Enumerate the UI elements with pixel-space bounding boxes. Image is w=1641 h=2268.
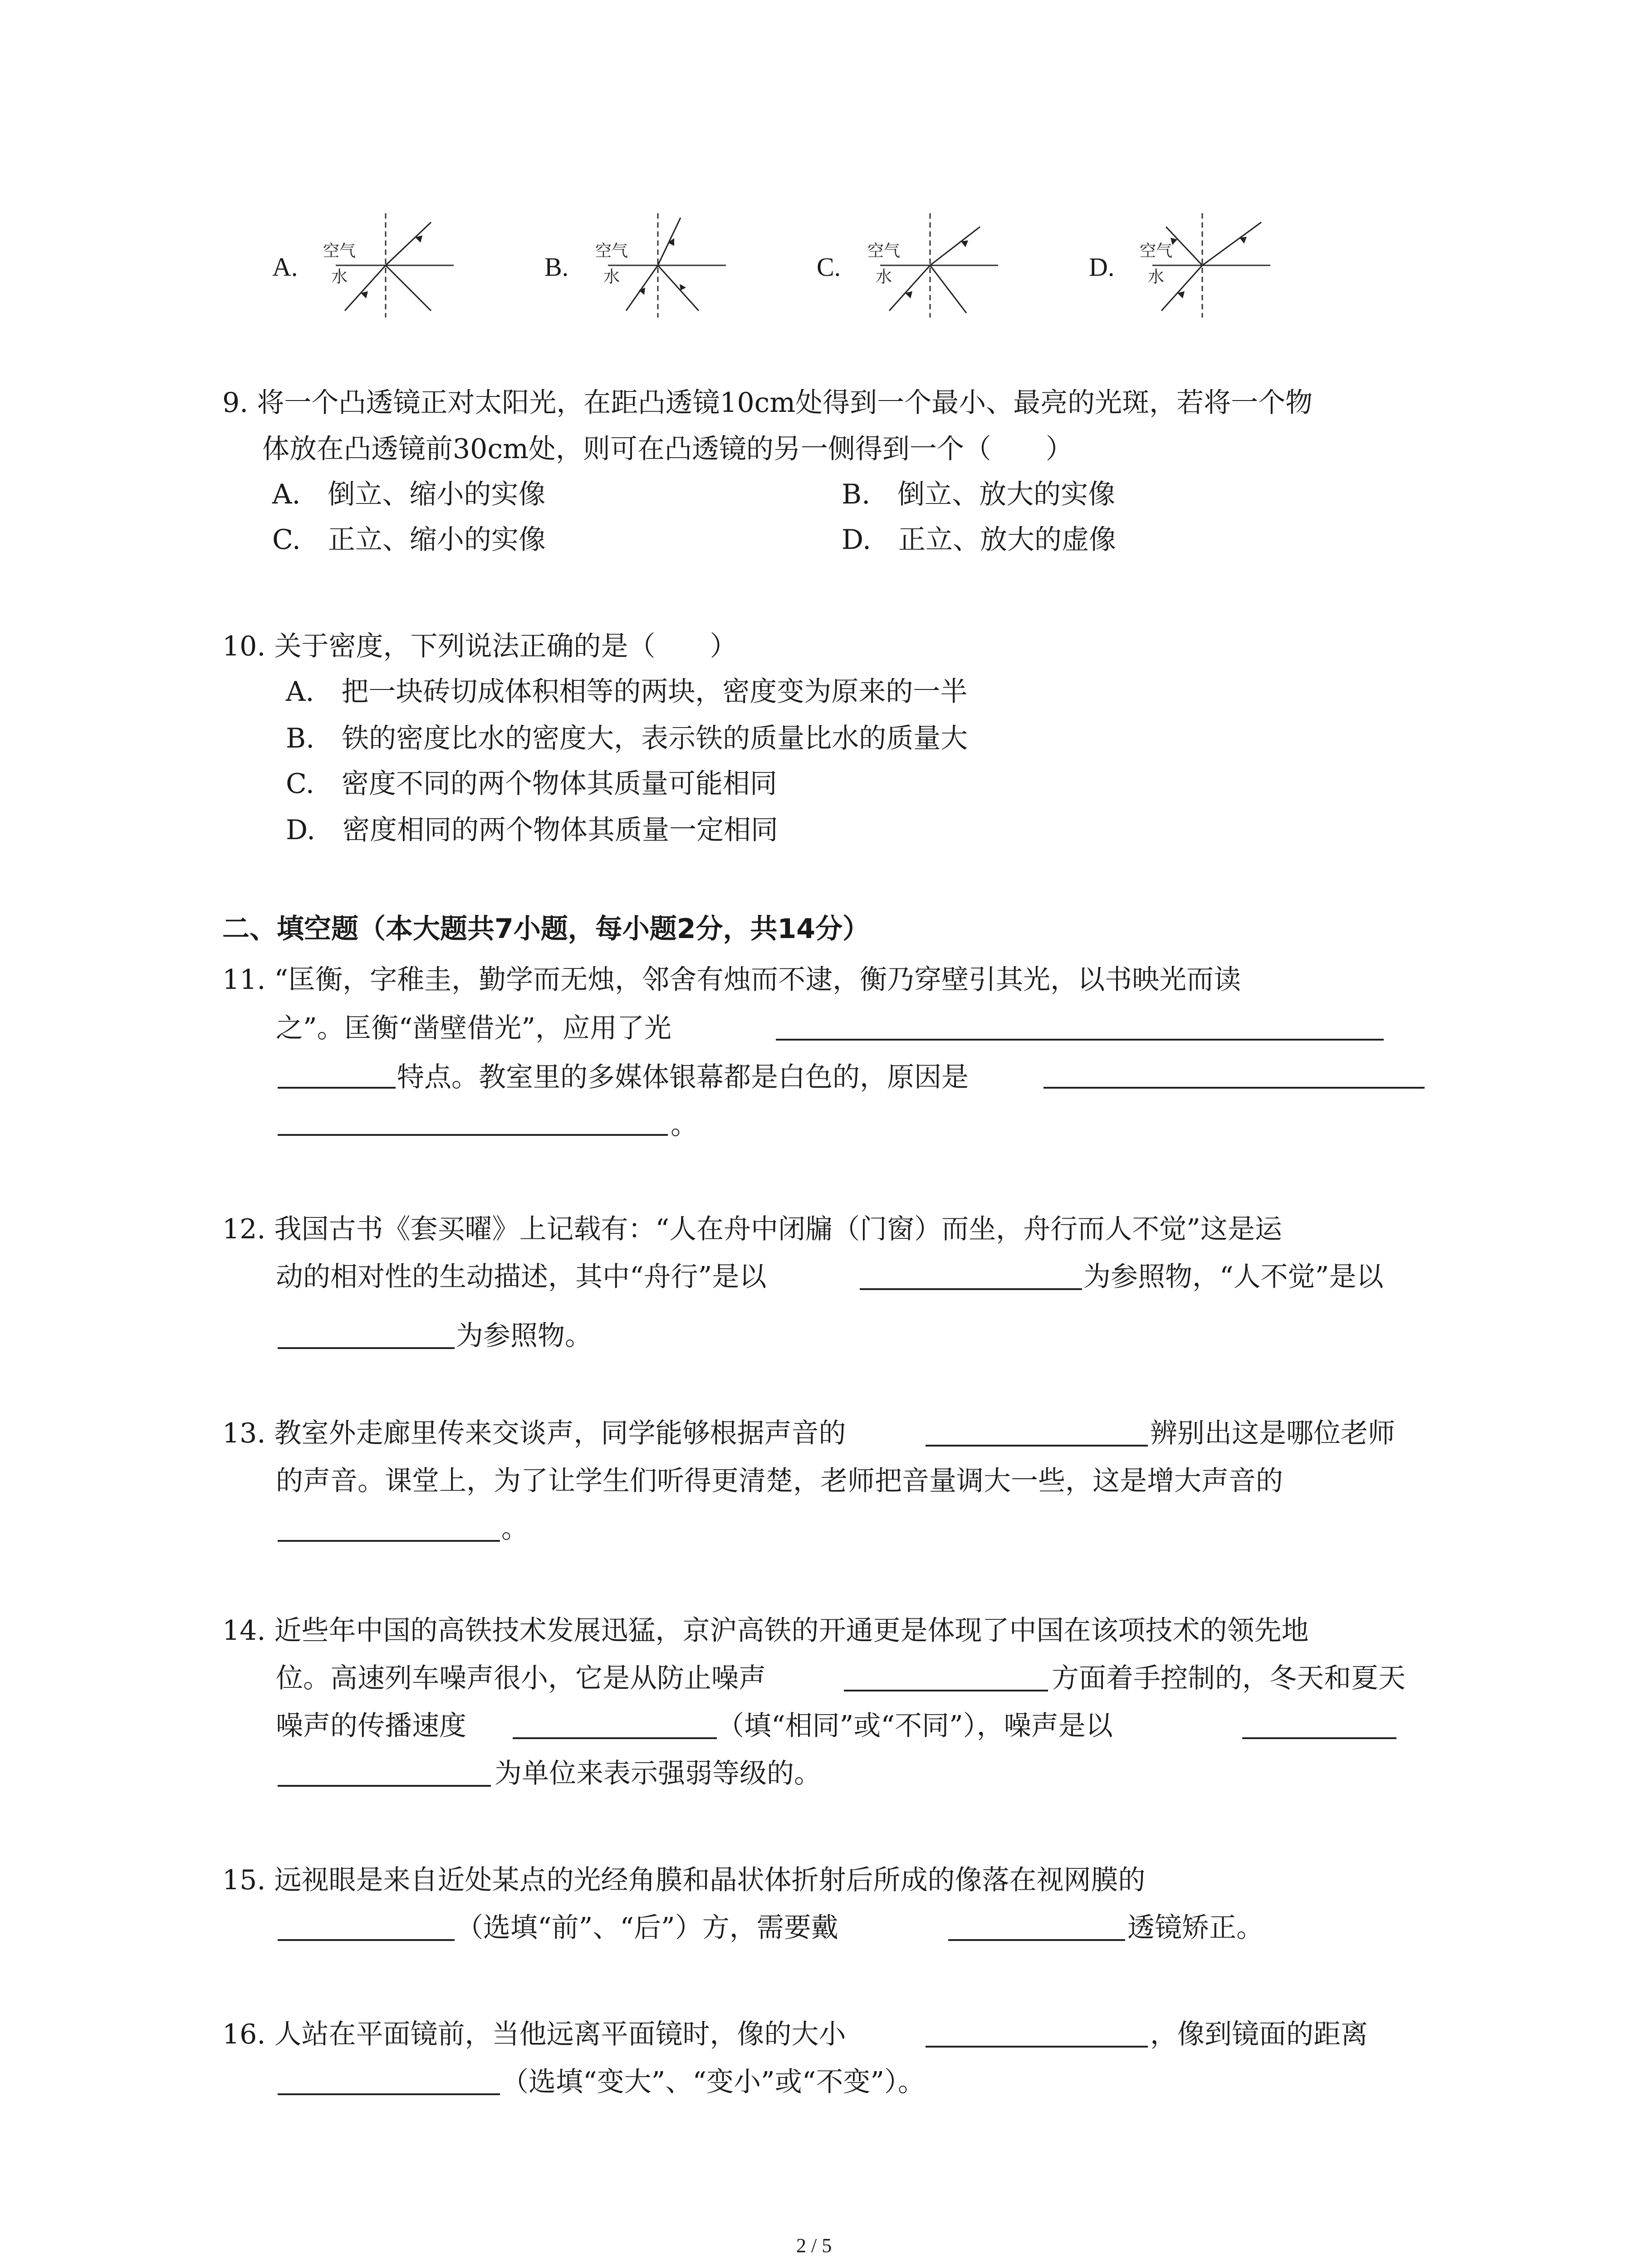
- q13-line1a: 13. 教室外走廊里传来交谈声，同学能够根据声音的: [222, 1418, 846, 1449]
- q8-option-d-diagram: [1134, 209, 1279, 322]
- q9-stem-line1: 9. 将一个凸透镜正对太阳光，在距凸透镜10cm处得到一个最小、最亮的光斑，若将一个物: [222, 387, 1313, 419]
- q11-line4: 。: [671, 1109, 698, 1141]
- q13-line3: 。: [501, 1513, 529, 1545]
- q8-option-b-letter: B.: [544, 252, 569, 282]
- q16-blank-2[interactable]: [278, 2093, 500, 2095]
- q14-line2b: 方面着手控制的，冬天和夏天: [1052, 1662, 1406, 1694]
- q14-line4: 为单位来表示强弱等级的。: [495, 1758, 821, 1789]
- q11-blank-2a[interactable]: [1043, 1087, 1425, 1089]
- q16-line1a: 16. 人站在平面镜前，当他远离平面镜时，像的大小: [222, 2019, 846, 2050]
- q10-option-c: C. 密度不同的两个物体其质量可能相同: [286, 768, 777, 800]
- q12-blank-1[interactable]: [860, 1288, 1082, 1290]
- q8-option-a-diagram: [318, 209, 463, 322]
- q16-line2: （选填“变大”、“变小”或“不变”）。: [501, 2066, 926, 2098]
- q12-line3: 为参照物。: [456, 1320, 592, 1352]
- q10-option-d: D. 密度相同的两个物体其质量一定相同: [286, 814, 779, 846]
- q14-line3b: （填“相同”或“不同”），噪声是以: [717, 1710, 1113, 1742]
- water-label: 水: [876, 268, 892, 286]
- air-label: 空气: [323, 242, 356, 260]
- q9-stem-line2: 体放在凸透镜前30cm处，则可在凸透镜的另一侧得到一个（ ）: [262, 433, 1073, 465]
- q12-line2b: 为参照物，“人不觉”是以: [1083, 1261, 1384, 1293]
- q11-blank-2b[interactable]: [278, 1134, 668, 1136]
- q11-line3: 特点。教室里的多媒体银幕都是白色的，原因是: [397, 1061, 969, 1093]
- q8-option-b-diagram: [590, 209, 735, 322]
- q16-blank-1[interactable]: [926, 2046, 1148, 2048]
- air-label: 空气: [867, 242, 901, 260]
- q11-line2: 之”。匡衡“凿壁借光”，应用了光: [276, 1012, 672, 1044]
- q14-blank-3b[interactable]: [278, 1785, 491, 1787]
- page-number: 2 / 5: [796, 2234, 832, 2257]
- q16-line1b: ，像到镜面的距离: [1150, 2019, 1368, 2050]
- q11-blank-1b[interactable]: [278, 1087, 396, 1089]
- q8-option-a-letter: A.: [272, 252, 298, 282]
- q12-blank-2[interactable]: [278, 1347, 455, 1349]
- q13-blank-1[interactable]: [926, 1445, 1148, 1447]
- q8-option-c-diagram: [862, 209, 1007, 322]
- q14-blank-2[interactable]: [513, 1737, 717, 1739]
- q11-line1: 11. “匡衡，字稚圭，勤学而无烛，邻舍有烛而不逮，衡乃穿壁引其光，以书映光而读: [222, 964, 1241, 996]
- section-2-heading: 二、填空题（本大题共7小题，每小题2分，共14分）: [222, 913, 870, 945]
- q14-line1: 14. 近些年中国的高铁技术发展迅猛，京沪高铁的开通更是体现了中国在该项技术的领先地: [222, 1615, 1309, 1647]
- q14-blank-3a[interactable]: [1242, 1737, 1396, 1739]
- q15-line2b: 透镜矫正。: [1127, 1912, 1264, 1944]
- air-label: 空气: [1140, 242, 1173, 260]
- q13-line2: 的声音。课堂上，为了让学生们听得更清楚，老师把音量调大一些，这是增大声音的: [276, 1465, 1283, 1497]
- q14-blank-1[interactable]: [844, 1690, 1048, 1691]
- water-label: 水: [603, 268, 620, 286]
- water-label: 水: [1148, 268, 1165, 286]
- q14-line3a: 噪声的传播速度: [276, 1710, 466, 1742]
- q14-line2a: 位。高速列车噪声很小，它是从防止噪声: [276, 1662, 766, 1694]
- q8-option-c-letter: C.: [817, 252, 841, 282]
- q9-option-a: A. 倒立、缩小的实像: [272, 479, 546, 510]
- q15-line2a: （选填“前”、“后”）方，需要戴: [456, 1912, 838, 1944]
- air-label: 空气: [595, 242, 628, 260]
- q13-blank-2[interactable]: [278, 1540, 500, 1542]
- q12-line2a: 动的相对性的生动描述，其中“舟行”是以: [276, 1261, 767, 1293]
- q15-blank-1[interactable]: [278, 1939, 455, 1941]
- q10-option-a: A. 把一块砖切成体积相等的两块，密度变为原来的一半: [286, 676, 968, 708]
- q13-line1b: 辨别出这是哪位老师: [1150, 1418, 1395, 1449]
- q15-line1: 15. 远视眼是来自近处某点的光经角膜和晶状体折射后所成的像落在视网膜的: [222, 1864, 1146, 1896]
- q15-blank-2[interactable]: [948, 1939, 1125, 1941]
- q9-option-d: D. 正立、放大的虚像: [842, 524, 1117, 556]
- q9-option-b: B. 倒立、放大的实像: [842, 479, 1116, 510]
- q12-line1: 12. 我国古书《套买曜》上记载有：“人在舟中闭牖（门窗）而坐，舟行而人不觉”这是运: [222, 1213, 1282, 1245]
- water-label: 水: [331, 268, 348, 286]
- q11-blank-1a[interactable]: [776, 1039, 1384, 1041]
- q9-option-c: C. 正立、缩小的实像: [272, 524, 546, 556]
- q8-option-d-letter: D.: [1089, 252, 1115, 282]
- q10-stem: 10. 关于密度，下列说法正确的是（ ）: [222, 631, 737, 662]
- q10-option-b: B. 铁的密度比水的密度大，表示铁的质量比水的质量大: [286, 723, 968, 754]
